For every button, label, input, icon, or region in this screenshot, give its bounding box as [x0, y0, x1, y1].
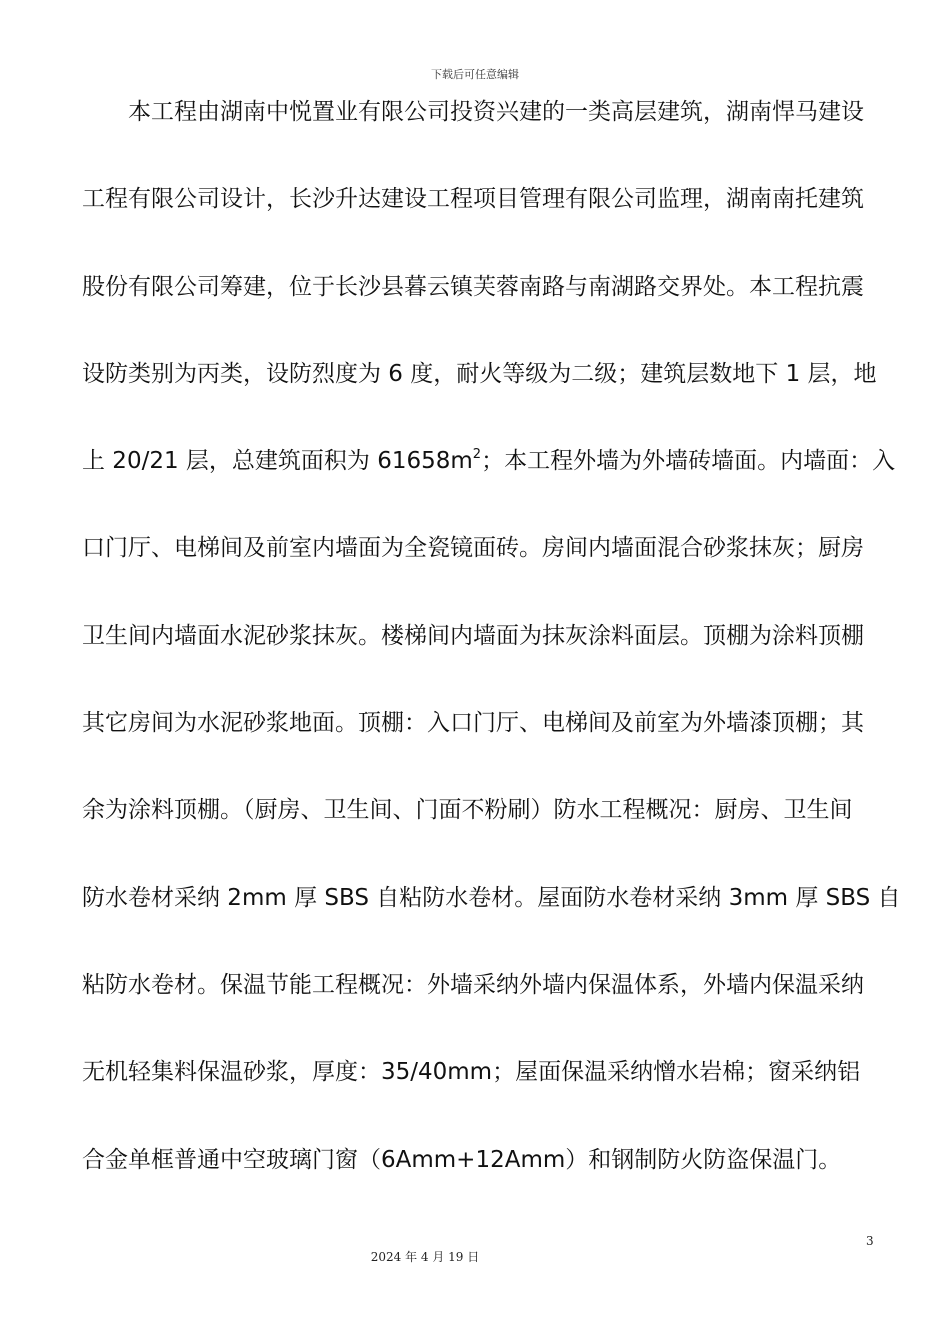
text-line-content: 本工程由湖南中悦置业有限公司投资兴建的一类高层建筑，湖南悍马建设: [128, 99, 864, 125]
body-paragraph: [82, 88, 901, 1223]
text-line: [82, 175, 878, 262]
text-line-content: 防水卷材采纳 2mm 厚 SBS 自粘防水卷材。屋面防水卷材采纳 3mm 厚 SBS 自: [82, 884, 901, 911]
text-line-content: 工程有限公司设计，长沙升达建设工程项目管理有限公司监理，湖南南托建筑: [82, 186, 864, 213]
text-line-content: 设防类别为丙类，设防烈度为 6 度，耐火等级为二级；建筑层数地下 1 层，地: [82, 360, 877, 387]
page-number: 3: [866, 1234, 874, 1248]
text-line-content: 余为涂料顶棚。（厨房、卫生间、门面不粉刷）防水工程概况：厨房、卫生间: [82, 797, 853, 824]
text-line: [82, 437, 896, 524]
text-line: [82, 612, 878, 699]
text-line-content: 其它房间为水泥砂浆地面。顶棚：入口门厅、电梯间及前室为外墙漆顶棚；其: [82, 710, 864, 737]
text-line: [82, 350, 878, 437]
text-line-content: 合金单框普通中空玻璃门窗（6Amm+12Amm）和钢制防火防盗保温门。: [82, 1146, 842, 1173]
text-line-content: 无机轻集料保温砂浆，厚度：35/40mm；屋面保温采纳憎水岩棉；窗采纳铝: [82, 1059, 861, 1086]
text-line-content: [82, 437, 895, 524]
text-line: [82, 263, 878, 350]
text-line: [82, 1136, 878, 1223]
text-line: [82, 699, 878, 786]
text-line-content: 口门厅、电梯间及前室内墙面为全瓷镜面砖。房间内墙面混合砂浆抹灰；厨房: [82, 535, 864, 562]
text-line-content: 卫生间内墙面水泥砂浆抹灰。楼梯间内墙面为抹灰涂料面层。顶棚为涂料顶棚: [82, 622, 864, 649]
text-after-superscript: ；本工程外墙为外墙砖墙面。内墙面：入: [481, 448, 896, 475]
text-line-content: 粘防水卷材。保温节能工程概况：外墙采纳外墙内保温体系，外墙内保温采纳: [82, 971, 864, 998]
page-header: 下载后可任意编辑: [431, 68, 519, 81]
text-line: [82, 1048, 878, 1135]
text-line: [82, 786, 878, 873]
text-line: [82, 874, 901, 961]
text-line: [82, 961, 878, 1048]
text-line-content: 股份有限公司筹建，位于长沙县暮云镇芙蓉南路与南湖路交界处。本工程抗震: [82, 273, 864, 300]
page-footer-date: 2024 年 4 月 19 日: [370, 1250, 480, 1264]
text-line: [82, 88, 878, 175]
text-line: [82, 524, 878, 611]
area-unit-superscript: 2: [472, 447, 482, 463]
text-before-superscript: 上 20/21 层，总建筑面积为 61658m: [82, 448, 473, 475]
